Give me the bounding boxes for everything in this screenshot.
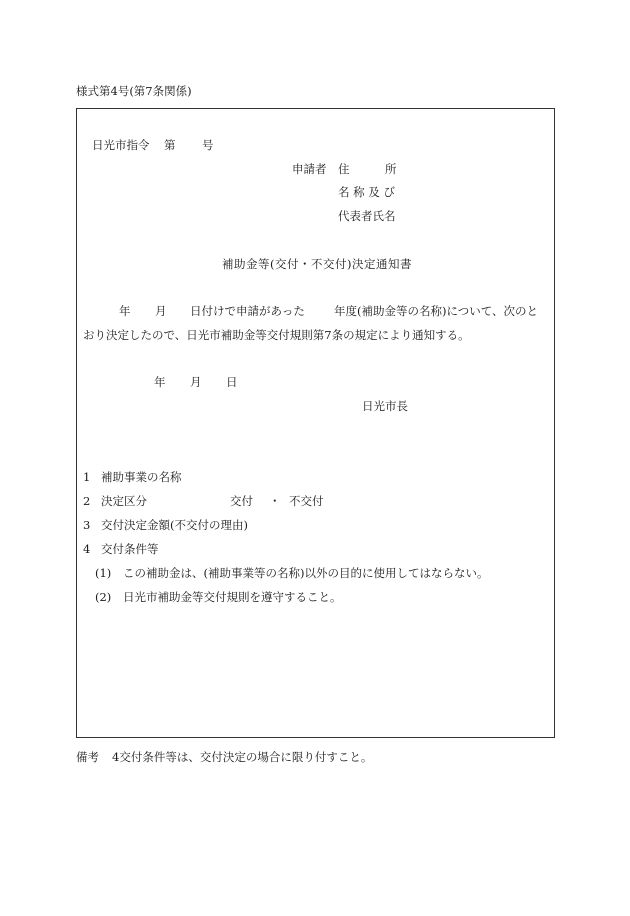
body-line2: おり決定したので、日光市補助金等交付規則第7条の規定により通知する。 (83, 328, 470, 342)
condition-2-text: 日光市補助金等交付規則を遵守すること。 (123, 590, 342, 604)
condition-2-num: (2) (95, 590, 112, 604)
representative-label: 代表者氏名 (338, 209, 396, 223)
item-2-num: 2 (83, 494, 91, 508)
body-date-text: 日付けで申請があった (190, 304, 305, 318)
decision-separator: ・ (269, 494, 281, 508)
item-1-num: 1 (83, 470, 91, 484)
address-label-2: 所 (385, 162, 397, 176)
date-day: 日 (226, 375, 238, 389)
decision-grant: 交付 (230, 494, 253, 508)
applicant-label: 申請者 (292, 162, 327, 176)
date-year: 年 (154, 375, 166, 389)
name-label: 名 称 及 び (338, 185, 395, 199)
remarks-text: 4交付条件等は、交付決定の場合に限り付すこと。 (112, 750, 373, 764)
item-2-label: 決定区分 (101, 494, 147, 508)
item-4-label: 交付条件等 (101, 542, 159, 556)
body-month: 月 (155, 304, 167, 318)
form-label: 様式第4号(第7条関係) (76, 84, 192, 98)
address-label-1: 住 (338, 162, 350, 176)
decision-no-grant: 不交付 (289, 494, 324, 508)
body-year: 年 (119, 304, 131, 318)
doc-number-go: 号 (202, 138, 214, 152)
item-1-label: 補助事業の名称 (101, 470, 182, 484)
item-3-label: 交付決定金額(不交付の理由) (101, 518, 248, 532)
date-month: 月 (190, 375, 202, 389)
signatory: 日光市長 (362, 399, 408, 413)
condition-1-num: (1) (95, 566, 112, 580)
condition-1-text: この補助金は、(補助事業等の名称)以外の目的に使用してはならない。 (123, 566, 489, 580)
document-frame (76, 108, 555, 738)
doc-number-prefix: 日光市指令 (92, 138, 150, 152)
doc-number-dai: 第 (164, 138, 176, 152)
item-3-num: 3 (83, 518, 91, 532)
document-title: 補助金等(交付・不交付)決定通知書 (222, 257, 412, 271)
item-4-num: 4 (83, 542, 91, 556)
body-line1-rest: 年度(補助金等の名称)について、次のと (334, 304, 539, 318)
remarks-label: 備考 (76, 750, 99, 764)
